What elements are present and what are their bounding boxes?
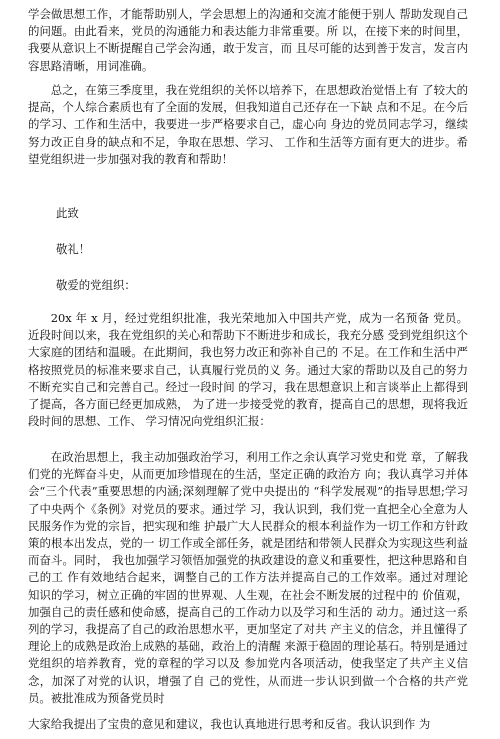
paragraph-summary: 总之，在第三季度里，我在党组织的关怀以培养下，在思想政治觉悟上有 了较大的提高，个人综合素质也有了全面的发展，但我知道自己还存在一下缺 点和不足。在今后的学习、工作和生活中，我要进一步严格要求自己，虚心向 身边的党员同志学习，继续努力改正自身的缺点和不足，争取在思想、学习、 工作和生活等方面有更大的进步。希望党组织进一步加强对我的教育和帮助！ (28, 83, 468, 166)
paragraph-communication: 学会做思想工作，才能帮助别人，学会思想上的沟通和交流才能便于别人 帮助发现自己的问题。由此看来，党员的沟通能力和表达能力非常重要。所 以，在接下来的时间里，我要从意识上不断提醒自己学会沟通，敢于发言，而 且尽可能的达到善于发言，发言内容思路清晰，用词准确。 (28, 7, 468, 73)
paragraph-introduction: 20x 年 x 月，经过党组织批准，我光荣地加入中国共产党，成为一名预备 党员。近段时间以来，我在党组织的关心和帮助下不断进步和成长，我充分感 受到党组织这个大家庭的团结和温暖。在此期间，我也努力改正和弥补自己的 不足。在工作和生活中严格按照党员的标准来要求自己，认真履行党员的义 务。通过大家的帮助以及自己的努力不断充实自己和完善自己。经过一段时间 的学习，我在思想意识上和言谈举止上都得到了提高，各方面已经更加成熟， 为了进一步接受党的教育，提高自己的思想，现将我近段时间的思想、工作、 学习情况向党组织汇报： (28, 311, 468, 429)
paragraph-continuation: 大家给我提出了宝贵的意见和建议，我也认真地进行思考和反省。我认识到作 为 (28, 717, 431, 731)
letter-greeting: 敬爱的党组织： (56, 278, 136, 292)
paragraph-political-thought: 在政治思想上，我主动加强政治学习，利用工作之余认真学习党史和党 章，了解我们党的光辉奋斗史，从而更加珍惜现在的生活，坚定正确的政治方 向；我认真学习并体会“三个代表”重要思想的内涵;深刻理解了党中央提出的 “科学发展观”的指导思想;学习了中央两个《条例》对党员的要求。通过学 习，我认识到，我们党一直把全心全意为人民服务作为党的宗旨，把实现和维 护最广大人民群众的根本利益作为一切工作和方针政策的根本出发点，党的一 切工作或全部任务，就是团结和带领人民群众为实现这些利益而奋斗。同时， 我也加强学习领悟加强党的执政建设的意义和重要性，把这种思路和自己的工 作有效地结合起来，调整自己的工作方法并提高自己的工作效率。通过对理论 知识的学习，树立正确的牢固的世界观、人生观，在社会不断发展的过程中的 价值观，加强自己的责任感和使命感，提高自己的工作动力以及学习和生活的 动力。通过这一系列的学习，我提高了自己的政治思想水平，更加坚定了对共 产主义的信念，并且懂得了理论上的成熟是政治上成熟的基础，政治上的清醒 来源于稳固的理论基石。特别是通过党组织的培养教育，党的章程的学习以及 参加党内各项活动，使我坚定了共产主义信念，加深了对党的认识，增强了自 己的党性，从而进一步认识到做一个合格的共产党员。被批准成为预备党员时 (28, 450, 468, 705)
closing-regards: 敬礼！ (56, 242, 91, 256)
closing-salutation: 此致 (56, 206, 79, 220)
